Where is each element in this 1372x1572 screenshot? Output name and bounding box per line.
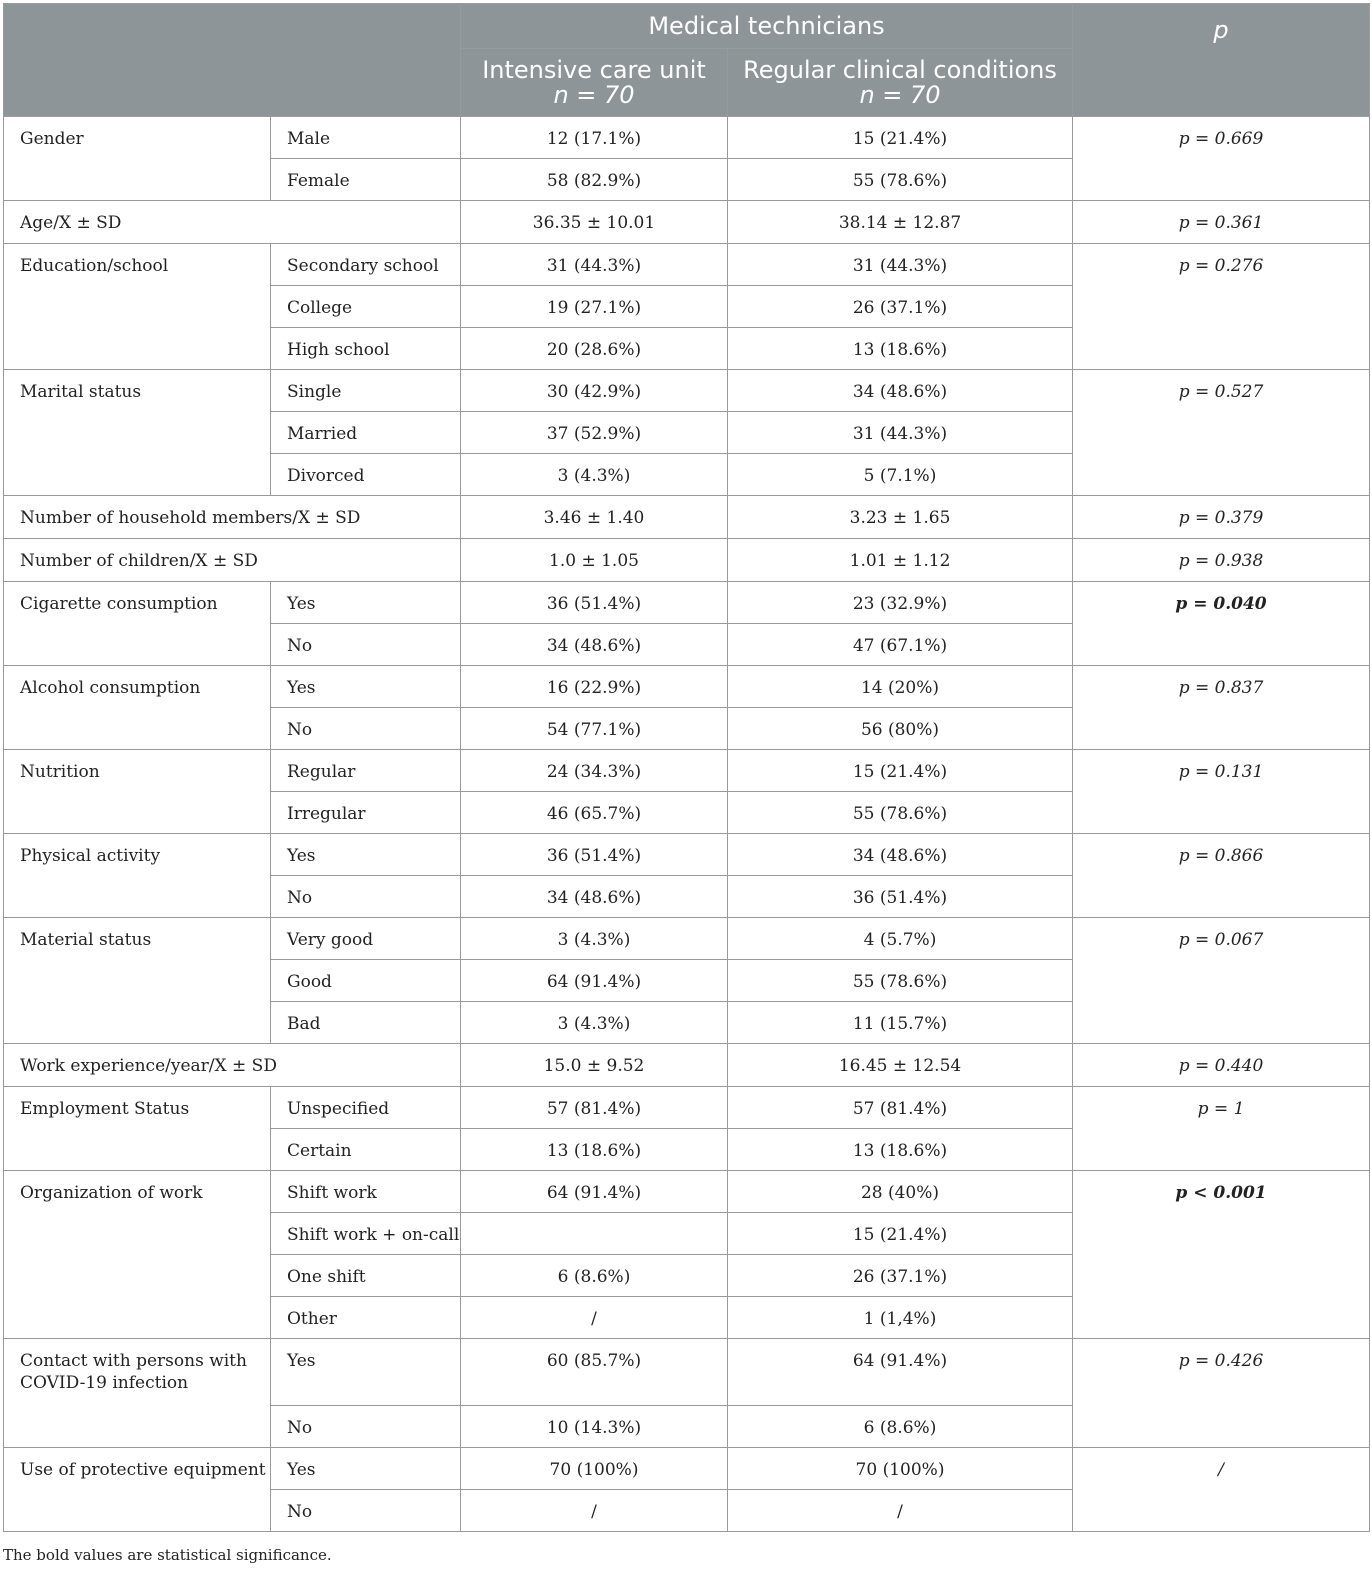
- sub-label: One shift: [287, 1267, 366, 1287]
- table-row: [4, 1044, 1370, 1087]
- p-value: p = 0.426: [1178, 1351, 1264, 1371]
- table-row: [4, 1339, 1370, 1406]
- regular-value: 36 (51.4%): [852, 888, 948, 908]
- regular-value: 13 (18.6%): [852, 340, 948, 360]
- p-value: p = 0.866: [1178, 846, 1264, 866]
- sub-label: Female: [287, 171, 350, 191]
- icu-value: 34 (48.6%): [546, 888, 642, 908]
- header-p: p: [1073, 4, 1370, 117]
- p-value: p = 1: [1197, 1099, 1245, 1119]
- row-label: Contact with persons with COVID-19 infection: [20, 1351, 247, 1393]
- p-value: p = 0.938: [1178, 551, 1264, 571]
- sub-label: College: [287, 298, 353, 318]
- regular-value: 14 (20%): [860, 678, 940, 698]
- sub-label: No: [287, 636, 313, 656]
- regular-value: 26 (37.1%): [852, 1267, 948, 1287]
- row-label: Gender: [20, 129, 84, 149]
- sub-label: Regular: [287, 762, 356, 782]
- sub-label: Secondary school: [287, 256, 439, 276]
- icu-value: 36 (51.4%): [546, 846, 642, 866]
- icu-value: 12 (17.1%): [546, 129, 642, 149]
- table-row: [4, 496, 1370, 539]
- regular-value: 28 (40%): [860, 1183, 940, 1203]
- regular-value: 3.23 ± 1.65: [849, 508, 951, 528]
- regular-value: 1 (1,4%): [863, 1309, 937, 1329]
- regular-value: 1.01 ± 1.12: [849, 551, 951, 571]
- sub-label: Single: [287, 382, 342, 402]
- table-row: [4, 1448, 1370, 1490]
- sub-label: Divorced: [287, 466, 365, 486]
- row-label: Age/X ± SD: [20, 213, 122, 233]
- icu-value: 24 (34.3%): [546, 762, 642, 782]
- row-label: Marital status: [20, 382, 142, 402]
- sub-label: Very good: [287, 930, 374, 950]
- regular-value: 26 (37.1%): [852, 298, 948, 318]
- p-value: p = 0.361: [1178, 213, 1264, 233]
- row-label: Nutrition: [20, 762, 100, 782]
- demographics-table: [3, 3, 1370, 1532]
- sub-label: Unspecified: [287, 1099, 390, 1119]
- regular-value: 34 (48.6%): [852, 382, 948, 402]
- table-row: [4, 750, 1370, 792]
- regular-value: 6 (8.6%): [863, 1418, 937, 1438]
- table-row: [4, 582, 1370, 624]
- icu-value: 20 (28.6%): [546, 340, 642, 360]
- table-row: [4, 1087, 1370, 1129]
- sub-label: No: [287, 1502, 313, 1522]
- icu-value: 37 (52.9%): [546, 424, 642, 444]
- sub-label: Shift work + on-call: [287, 1225, 460, 1245]
- icu-value: 16 (22.9%): [546, 678, 642, 698]
- table-row: [4, 834, 1370, 876]
- table-row: [4, 666, 1370, 708]
- regular-value: 5 (7.1%): [863, 466, 937, 486]
- regular-value: 38.14 ± 12.87: [838, 213, 962, 233]
- regular-value: 11 (15.7%): [852, 1014, 948, 1034]
- icu-value: 57 (81.4%): [546, 1099, 642, 1119]
- row-label: Work experience/year/X ± SD: [20, 1056, 277, 1076]
- row-label: Cigarette consumption: [20, 594, 218, 614]
- icu-value: 36 (51.4%): [546, 594, 642, 614]
- table-row: [4, 1171, 1370, 1213]
- regular-value: 57 (81.4%): [852, 1099, 948, 1119]
- table-row: [4, 918, 1370, 960]
- regular-value: 55 (78.6%): [852, 972, 948, 992]
- table-row: [4, 370, 1370, 412]
- table-row: [4, 117, 1370, 159]
- sub-label: Certain: [287, 1141, 352, 1161]
- icu-value: 13 (18.6%): [546, 1141, 642, 1161]
- regular-value: 55 (78.6%): [852, 171, 948, 191]
- icu-value: 46 (65.7%): [546, 804, 642, 824]
- icu-value: 6 (8.6%): [557, 1267, 631, 1287]
- regular-value: /: [897, 1502, 903, 1522]
- icu-value: [461, 1213, 727, 1224]
- header-blank: [4, 4, 461, 117]
- sub-label: Yes: [287, 846, 316, 866]
- sub-label: Yes: [287, 594, 316, 614]
- icu-value: 3 (4.3%): [557, 466, 631, 486]
- p-value: p = 0.276: [1178, 256, 1264, 276]
- table-row: [4, 539, 1370, 582]
- header-icu: Intensive care unit n = 70: [461, 49, 728, 117]
- icu-value: 58 (82.9%): [546, 171, 642, 191]
- icu-value: 1.0 ± 1.05: [549, 551, 639, 571]
- row-label: Employment Status: [20, 1099, 190, 1119]
- p-value-significant: p = 0.040: [1175, 594, 1267, 614]
- icu-value: 64 (91.4%): [546, 1183, 642, 1203]
- regular-value: 34 (48.6%): [852, 846, 948, 866]
- icu-value: 54 (77.1%): [546, 720, 642, 740]
- regular-value: 13 (18.6%): [852, 1141, 948, 1161]
- p-value: p = 0.527: [1178, 382, 1264, 402]
- regular-value: 31 (44.3%): [852, 424, 948, 444]
- sub-label: Shift work: [287, 1183, 377, 1203]
- p-value: p = 0.669: [1178, 129, 1264, 149]
- sub-label: No: [287, 720, 313, 740]
- icu-value: 3 (4.3%): [557, 1014, 631, 1034]
- row-label: Number of children/X ± SD: [20, 551, 258, 571]
- icu-value: /: [591, 1502, 597, 1522]
- header-group: Medical technicians: [461, 4, 1073, 49]
- row-label: Physical activity: [20, 846, 161, 866]
- icu-value: 15.0 ± 9.52: [543, 1056, 645, 1076]
- icu-value: 64 (91.4%): [546, 972, 642, 992]
- regular-value: 64 (91.4%): [852, 1351, 948, 1371]
- row-label: Education/school: [20, 256, 169, 276]
- icu-value: 34 (48.6%): [546, 636, 642, 656]
- regular-value: 56 (80%): [860, 720, 940, 740]
- icu-value: 30 (42.9%): [546, 382, 642, 402]
- icu-value: 10 (14.3%): [546, 1418, 642, 1438]
- regular-value: 23 (32.9%): [852, 594, 948, 614]
- p-value: p = 0.379: [1178, 508, 1264, 528]
- table-footnote: The bold values are statistical significance.: [3, 1546, 332, 1564]
- row-label: Alcohol consumption: [20, 678, 201, 698]
- regular-value: 15 (21.4%): [852, 762, 948, 782]
- regular-value: 4 (5.7%): [863, 930, 937, 950]
- p-value: /: [1218, 1460, 1224, 1480]
- sub-label: Bad: [287, 1014, 321, 1034]
- icu-value: 3.46 ± 1.40: [543, 508, 645, 528]
- icu-value: 70 (100%): [549, 1460, 639, 1480]
- p-value: p = 0.440: [1178, 1056, 1264, 1076]
- table-row: [4, 201, 1370, 244]
- icu-value: /: [591, 1309, 597, 1329]
- regular-value: 15 (21.4%): [852, 129, 948, 149]
- table-row: [4, 244, 1370, 286]
- sub-label: Irregular: [287, 804, 366, 824]
- row-label: Organization of work: [20, 1183, 203, 1203]
- sub-label: No: [287, 888, 313, 908]
- icu-value: 60 (85.7%): [546, 1351, 642, 1371]
- header-regular: Regular clinical conditions n = 70: [728, 49, 1073, 117]
- p-value: p = 0.067: [1178, 930, 1264, 950]
- regular-value: 16.45 ± 12.54: [838, 1056, 962, 1076]
- row-label: Number of household members/X ± SD: [20, 508, 361, 528]
- p-value: p = 0.131: [1178, 762, 1264, 782]
- row-label: Use of protective equipment: [20, 1460, 266, 1480]
- sub-label: Married: [287, 424, 358, 444]
- regular-value: 31 (44.3%): [852, 256, 948, 276]
- icu-value: 3 (4.3%): [557, 930, 631, 950]
- p-value-significant: p < 0.001: [1175, 1183, 1267, 1203]
- row-label: Material status: [20, 930, 152, 950]
- sub-label: Other: [287, 1309, 337, 1329]
- icu-value: 31 (44.3%): [546, 256, 642, 276]
- icu-value: 19 (27.1%): [546, 298, 642, 318]
- sub-label: Male: [287, 129, 331, 149]
- regular-value: 70 (100%): [855, 1460, 945, 1480]
- regular-value: 47 (67.1%): [852, 636, 948, 656]
- sub-label: Yes: [287, 678, 316, 698]
- sub-label: High school: [287, 340, 390, 360]
- sub-label: Yes: [287, 1351, 316, 1371]
- sub-label: Yes: [287, 1460, 316, 1480]
- regular-value: 55 (78.6%): [852, 804, 948, 824]
- p-value: p = 0.837: [1178, 678, 1264, 698]
- regular-value: 15 (21.4%): [852, 1225, 948, 1245]
- sub-label: Good: [287, 972, 332, 992]
- icu-value: 36.35 ± 10.01: [532, 213, 656, 233]
- sub-label: No: [287, 1418, 313, 1438]
